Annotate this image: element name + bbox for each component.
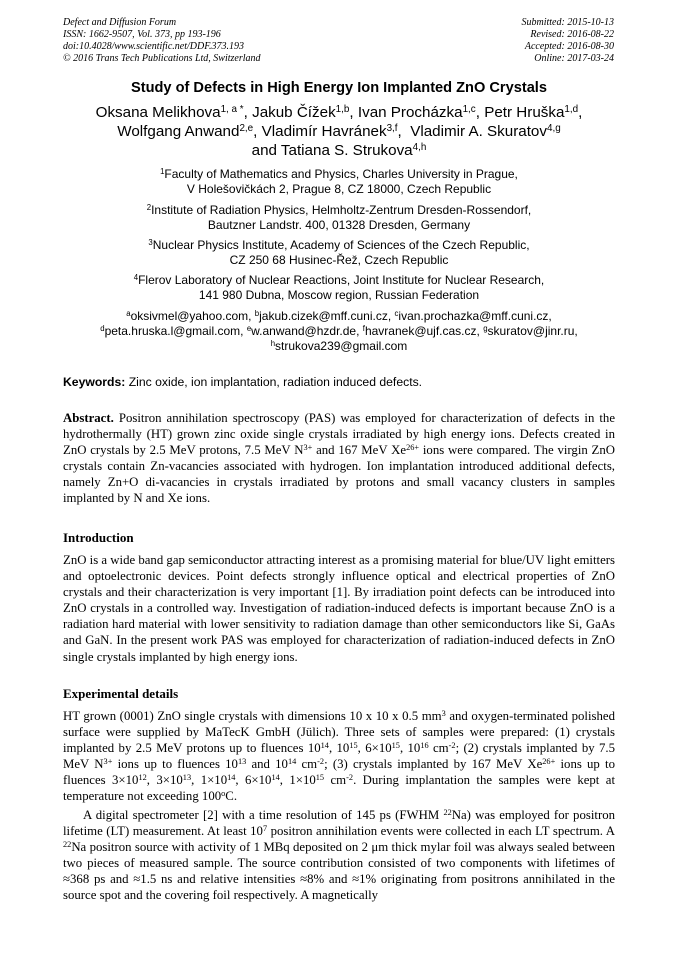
author-name: Vladimir A. Skuratov bbox=[410, 123, 547, 140]
sup: 14 bbox=[287, 757, 297, 767]
sup: 3+ bbox=[103, 757, 113, 767]
sup: 3 bbox=[441, 708, 446, 718]
sup: -2 bbox=[317, 757, 325, 767]
para-text: Na) was employed for positron lifetime (LT) measurement. At least 10 bbox=[63, 808, 616, 839]
para-text: and oxygen-terminated polished surface were supplied by MaTecK GmbH (Jülich). Three sets of samples were prepared: (1) crystals implanted by 2.5 MeV protons up to fluences 10 bbox=[63, 709, 615, 756]
para-text: A digital spectrometer [2] with a time resolution of 145 ps (FWHM bbox=[83, 808, 444, 822]
para-text: ions up to fluences 10 bbox=[112, 757, 238, 772]
author-separator: , bbox=[578, 104, 583, 121]
sup: 12 bbox=[138, 773, 147, 783]
author-affil-mark: 3,f bbox=[386, 123, 398, 135]
para-text: , 6×10 bbox=[357, 741, 392, 756]
para-text: cm bbox=[296, 757, 318, 772]
sup: 22 bbox=[63, 840, 72, 850]
para-text: , 1×10 bbox=[191, 773, 228, 788]
sup: 22 bbox=[443, 807, 452, 817]
author-name: Ivan Procházka bbox=[357, 104, 463, 121]
author-name: Jakub Čížek bbox=[252, 104, 336, 121]
para-text: positron annihilation events were collected in each LT spectrum. A bbox=[267, 824, 615, 839]
email-link[interactable]: oksivmel@yahoo.com, bbox=[130, 309, 252, 323]
section-heading-experimental: Experimental details bbox=[63, 686, 179, 701]
email-link[interactable]: jakub.cizek@mff.cuni.cz, bbox=[259, 309, 392, 323]
charge-sup: 3+ bbox=[303, 443, 313, 453]
abstract-text: and 167 MeV Xe bbox=[312, 443, 407, 458]
sup: -2 bbox=[448, 741, 456, 751]
sup: 13 bbox=[237, 757, 247, 767]
keywords-label: Keywords: bbox=[63, 375, 126, 389]
doi-line[interactable]: doi:10.4028/www.scientific.net/DDF.373.193 bbox=[63, 41, 245, 52]
email-mark: a bbox=[126, 309, 131, 319]
issn-line: ISSN: 1662-9507, Vol. 373, pp 193-196 bbox=[63, 29, 221, 40]
affil-line: Institute of Radiation Physics, Helmholtz-Zentrum Dresden-Rossendorf, bbox=[151, 203, 532, 217]
abstract bbox=[63, 410, 615, 507]
sup: 14 bbox=[227, 773, 236, 783]
author-name: Tatiana S. Strukova bbox=[280, 142, 413, 159]
affil-line: Faculty of Mathematics and Physics, Charles University in Prague, bbox=[164, 167, 518, 181]
sup: 15 bbox=[315, 773, 325, 783]
sup: 16 bbox=[420, 741, 429, 751]
affil-number: 2 bbox=[146, 203, 152, 213]
para-text: ; (3) crystals implanted by 167 MeV Xe bbox=[324, 757, 543, 772]
para-text: ; (2) crystals implanted by 7.5 MeV N bbox=[63, 741, 615, 772]
dates-header bbox=[522, 17, 615, 65]
email-list bbox=[40, 309, 638, 354]
journal-header bbox=[63, 17, 261, 65]
affil-line: 141 980 Dubna, Moscow region, Russian Federation bbox=[198, 288, 480, 302]
email-mark: c bbox=[394, 309, 399, 319]
affil-line: V Holešovičkách 2, Prague 8, CZ 18000, Czech Republic bbox=[186, 182, 492, 196]
online-date: Online: 2017-03-24 bbox=[534, 53, 614, 64]
email-mark: f bbox=[362, 324, 365, 334]
sup: o bbox=[221, 789, 226, 799]
para-text: HT grown (0001) ZnO single crystals with dimensions 10 x 10 x 0.5 mm bbox=[63, 709, 442, 723]
affil-number: 4 bbox=[133, 273, 139, 283]
author-affil-mark: 2,e bbox=[239, 123, 254, 135]
affil-line: CZ 250 68 Husinec-Řež, Czech Republic bbox=[229, 253, 449, 267]
affil-line: Flerov Laboratory of Nuclear Reactions, Joint Institute for Nuclear Research, bbox=[138, 273, 545, 287]
author-separator: , bbox=[475, 104, 480, 121]
submitted-date: Submitted: 2015-10-13 bbox=[521, 17, 614, 28]
affil-number: 1 bbox=[160, 167, 165, 177]
affiliation-3 bbox=[60, 238, 618, 268]
charge-sup: 26+ bbox=[406, 443, 420, 453]
abstract-text: ions were compared. The virgin ZnO crystals contain Zn-vacancies associated with hydrogen. Ion implantation introduced additional defects, namely Zn+O di-vacancies in crystals irradiated by protons and small vacancy clusters in samples implanted by N and Xe ions. bbox=[63, 443, 616, 506]
abstract-text: Positron annihilation spectroscopy (PAS) was employed for characterization of defects in the hydrothermally (HT) grown zinc oxide single crystals irradiated by high energy ions. Defects created in ZnO crystals by 2.5 MeV protons, 7.5 MeV N bbox=[63, 411, 615, 458]
author-affil-mark: 1, a * bbox=[220, 104, 244, 116]
sup: 7 bbox=[262, 823, 268, 833]
abstract-label: Abstract. bbox=[63, 411, 114, 425]
author-separator: , bbox=[397, 123, 402, 140]
para-text: cm bbox=[324, 773, 347, 788]
introduction-paragraph: ZnO is a wide band gap semiconductor attracting interest as a promising material for blue/UV light emitters and optoelectronic devices. Point defects strongly influence optical and electrical properties of ZnO crystals and their characterization is very important [1]. By irradiation point defects can be introduced into ZnO crystals in a controlled way. Investigation of radiation-induced defects is important because ZnO is a radiation hard material with lower sensitivity to radiation damage than other semiconductors like Si, GaAs and GaN. In the present work PAS was employed for characterization of radiation-induced defects in ZnO single crystals implanted by high energy ions. bbox=[63, 553, 616, 664]
affil-line: Bautzner Landstr. 400, 01328 Dresden, Germany bbox=[207, 218, 471, 232]
author-affil-mark: 4,h bbox=[412, 142, 427, 154]
affiliation-2 bbox=[60, 203, 618, 233]
email-mark: g bbox=[483, 324, 488, 334]
sup: 15 bbox=[391, 741, 400, 751]
email-link[interactable]: peta.hruska.l@gmail.com, bbox=[104, 324, 244, 338]
sup: 26+ bbox=[542, 757, 556, 767]
affiliation-4 bbox=[60, 273, 618, 303]
author-separator: , bbox=[349, 104, 354, 121]
author-name: Oksana Melikhova bbox=[95, 104, 221, 121]
affil-number: 3 bbox=[148, 238, 153, 248]
para-text: C. bbox=[225, 789, 238, 804]
para-text: Na positron source with activity of 1 MBq deposited on 2 μm thick mylar foil was always sealed between two pieces of measured sample. The source contribution consisted of two components with lifetimes of ≈368 ps and ≈1.5 ns and relative intensities ≈8% and ≈1% originating from positrons annihilated in the source spot and the covering foil respectively. A magnetically bbox=[63, 840, 615, 903]
email-mark: h bbox=[270, 339, 276, 349]
para-text: , 1×10 bbox=[279, 773, 316, 788]
section-heading-introduction: Introduction bbox=[63, 530, 134, 545]
sup: -2 bbox=[346, 773, 354, 783]
para-text: , 10 bbox=[399, 741, 421, 756]
sup: 13 bbox=[182, 773, 192, 783]
author-separator: , bbox=[253, 123, 258, 140]
email-mark: d bbox=[100, 324, 105, 334]
author-affil-mark: 4,g bbox=[546, 123, 561, 135]
email-link[interactable]: ivan.prochazka@mff.cuni.cz, bbox=[398, 309, 552, 323]
para-text: cm bbox=[428, 741, 449, 756]
email-link[interactable]: havranek@ujf.cas.cz, bbox=[364, 324, 480, 338]
affil-line: Nuclear Physics Institute, Academy of Sciences of the Czech Republic, bbox=[152, 238, 530, 252]
email-mark: b bbox=[254, 309, 260, 319]
para-text: , 10 bbox=[328, 741, 350, 756]
sup: 14 bbox=[320, 741, 329, 751]
email-link[interactable]: skuratov@jinr.ru, bbox=[487, 324, 578, 338]
para-text: ions up to fluences 3×10 bbox=[63, 757, 615, 788]
para-text: , 3×10 bbox=[146, 773, 183, 788]
experimental-paragraph-1 bbox=[63, 708, 615, 805]
author-name: Petr Hruška bbox=[484, 104, 565, 121]
author-name: Wolfgang Anwand bbox=[117, 123, 240, 140]
author-affil-mark: 1,d bbox=[564, 104, 579, 116]
para-text: , 6×10 bbox=[235, 773, 272, 788]
experimental-paragraph-2 bbox=[63, 807, 615, 904]
author-name: Vladimír Havránek bbox=[261, 123, 387, 140]
author-affil-mark: 1,b bbox=[335, 104, 350, 116]
keywords bbox=[63, 375, 615, 389]
author-separator: , bbox=[243, 104, 248, 121]
sup: 14 bbox=[271, 773, 280, 783]
email-link[interactable]: strukova239@gmail.com bbox=[275, 339, 408, 353]
author-affil-mark: 1,c bbox=[462, 104, 476, 116]
accepted-date: Accepted: 2016-08-30 bbox=[524, 41, 614, 52]
keywords-text: Zinc oxide, ion implantation, radiation induced defects. bbox=[128, 375, 423, 389]
para-text: and 10 bbox=[246, 757, 288, 772]
para-text: . During implantation the samples were kept at temperature not exceeding 100 bbox=[63, 773, 615, 804]
paper-title: Study of Defects in High Energy Ion Implanted ZnO Crystals bbox=[131, 80, 547, 96]
journal-name: Defect and Diffusion Forum bbox=[63, 17, 177, 28]
copyright-line: © 2016 Trans Tech Publications Ltd, Switzerland bbox=[63, 53, 261, 64]
sup: 15 bbox=[349, 741, 358, 751]
email-mark: e bbox=[246, 324, 252, 334]
author-conjunction: and bbox=[251, 142, 277, 159]
revised-date: Revised: 2016-08-22 bbox=[530, 29, 614, 40]
affiliation-1 bbox=[60, 167, 618, 197]
email-link[interactable]: w.anwand@hzdr.de, bbox=[251, 324, 360, 338]
author-list bbox=[40, 103, 638, 160]
